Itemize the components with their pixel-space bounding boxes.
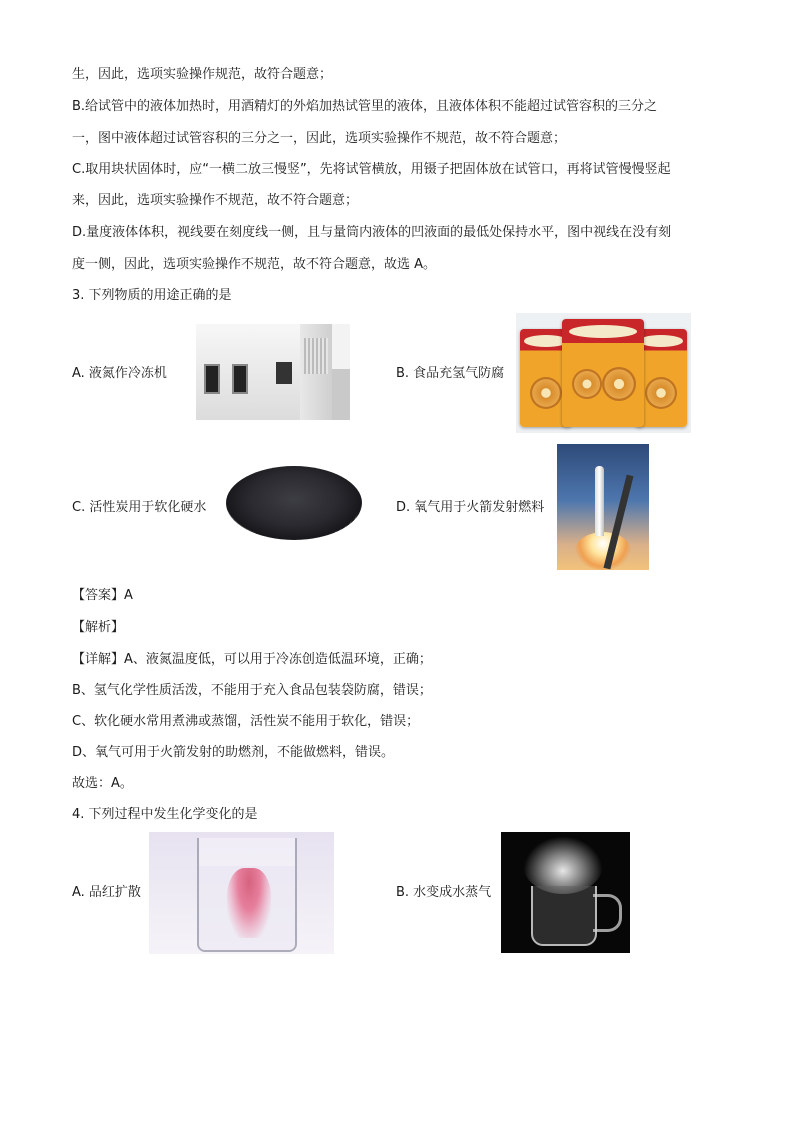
explanation-line: D.量度液体体积，视线要在刻度线一侧，且与量筒内液体的凹液面的最低处保持水平，图中视线在没有刻 bbox=[72, 225, 672, 240]
q4-option-a-label: A. 品红扩散 bbox=[72, 885, 141, 900]
q3-option-c-label: C. 活性炭用于软化硬水 bbox=[72, 500, 207, 515]
explanation-line: 一，图中液体超过试管容积的三分之一，因此，选项实验操作不规范，故不符合题意； bbox=[72, 131, 567, 146]
question-3-title: 3. 下列物质的用途正确的是 bbox=[72, 288, 232, 303]
explanation-line: 生，因此，选项实验操作规范，故符合题意； bbox=[72, 67, 333, 82]
snack-bags-image bbox=[516, 313, 691, 433]
answer-label: 【答案】A bbox=[72, 588, 133, 603]
q3-option-b-label: B. 食品充氢气防腐 bbox=[396, 366, 505, 381]
detail-line: B、氢气化学性质活泼，不能用于充入食品包装袋防腐，错误； bbox=[72, 683, 432, 698]
freezer-image bbox=[196, 324, 350, 420]
explanation-line: C.取用块状固体时，应“一横二放三慢竖”，先将试管横放，用镊子把固体放在试管口，再将试管慢慢竖起 bbox=[72, 162, 671, 177]
detail-line: 故选：A。 bbox=[72, 776, 133, 791]
explanation-line: 度一侧，因此，选项实验操作不规范，故不符合题意，故选 A。 bbox=[72, 257, 437, 272]
question-4-title: 4. 下列过程中发生化学变化的是 bbox=[72, 807, 258, 822]
q4-option-b-label: B. 水变成水蒸气 bbox=[396, 885, 492, 900]
explanation-line: B.给试管中的液体加热时，用酒精灯的外焰加热试管里的液体，且液体体积不能超过试管容积的三分之 bbox=[72, 99, 658, 114]
dye-diffusion-image bbox=[149, 832, 334, 954]
rocket-launch-image bbox=[557, 444, 649, 570]
q3-option-d-label: D. 氧气用于火箭发射燃料 bbox=[396, 500, 545, 515]
steaming-cup-image bbox=[501, 832, 630, 953]
activated-carbon-image bbox=[218, 458, 370, 558]
q3-option-a-label: A. 液氮作冷冻机 bbox=[72, 366, 167, 381]
detail-line: D、氧气可用于火箭发射的助燃剂，不能做燃料，错误。 bbox=[72, 745, 395, 760]
detail-line: C、软化硬水常用煮沸或蒸馏，活性炭不能用于软化，错误； bbox=[72, 714, 420, 729]
explanation-line: 来，因此，选项实验操作不规范，故不符合题意； bbox=[72, 193, 359, 208]
analysis-heading: 【解析】 bbox=[72, 620, 125, 635]
detail-line: 【详解】A、液氮温度低，可以用于冷冻创造低温环境，正确； bbox=[72, 652, 432, 667]
